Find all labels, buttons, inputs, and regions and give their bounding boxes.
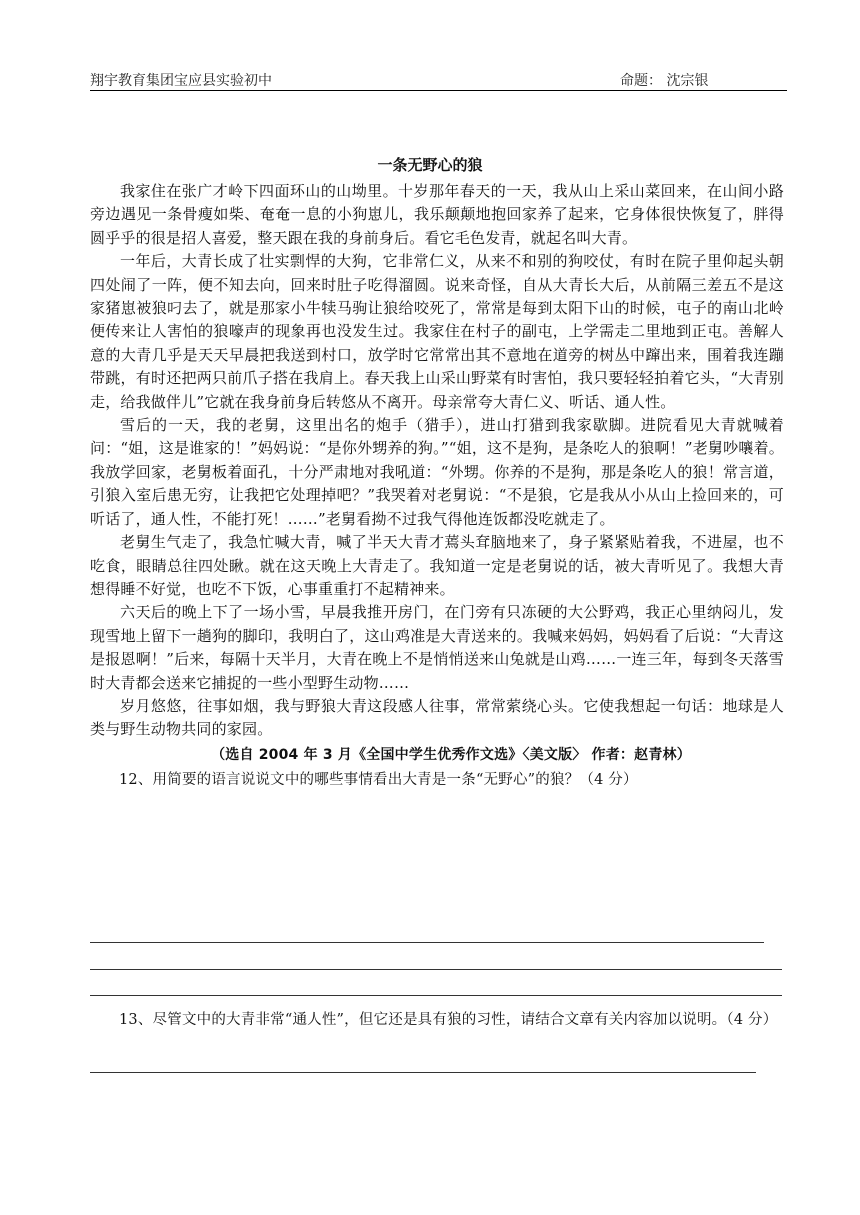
answer-line-13-1[interactable] <box>90 1072 756 1073</box>
header-rule <box>90 90 787 91</box>
answer-line-12-2[interactable] <box>90 969 782 970</box>
paragraph-4: 老舅生气走了，我急忙喊大青，喊了半天大青才蔫头耷脑地来了，身子紧紧贴着我，不进屋，也不吃食，眼睛总往四处瞅。就在这天晚上大青走了。我知道一定是老舅说的话，被大青听见了。我想大青想得睡不好觉，也吃不下饭，心事重重打不起精神来。 <box>90 533 784 598</box>
author-credit: 命题： 沈宗银 <box>620 73 709 89</box>
article-source: （选自 2004 年 3 月《全国中学生优秀作文选》〈美文版〉 作者：赵青林） <box>211 746 691 763</box>
paragraph-6: 岁月悠悠，往事如烟，我与野狼大青这段感人往事，常常萦绕心头。它使我想起一句话：地球是人类与野生动物共同的家园。 <box>90 696 784 739</box>
paragraph-2: 一年后，大青长成了壮实剽悍的大狗，它非常仁义，从来不和别的狗咬仗，有时在院子里仰起头朝四处闹了一阵，便不知去向，回来时肚子吃得溜圆。说来奇怪，自从大青长大后，从前隔三差五不是这家猪崽被狼叼去了，就是那家小牛犊马驹让狼给咬死了，常常是每到太阳下山的时候，屯子的南山北岭便传来让人害怕的狼嚎声的现象再也没发生过。我家住在村子的副屯，上学需走二里地到正屯。善解人意的大青几乎是天天早晨把我送到村口，放学时它常常出其不意地在道旁的树丛中蹿出来，围着我连蹦带跳，有时还把两只前爪子搭在我肩上。春天我上山采山野菜有时害怕，我只要轻轻拍着它头，“大青别走，给我做伴儿”它就在我身前身后转悠从不离开。母亲常夸大青仁义、听话、通人性。 <box>90 252 784 411</box>
paragraph-1: 我家住在张广才岭下四面环山的山坳里。十岁那年春天的一天，我从山上采山菜回来，在山间小路旁边遇见一条骨瘦如柴、奄奄一息的小狗崽儿，我乐颠颠地抱回家养了起来，它身体很快恢复了，胖得圆乎乎的很是招人喜爱，整天跟在我的身前身后。看它毛色发青，就起名叫大青。 <box>90 182 784 247</box>
paragraph-5: 六天后的晚上下了一场小雪，早晨我推开房门，在门旁有只冻硬的大公野鸡，我正心里纳闷儿，发现雪地上留下一趟狗的脚印，我明白了，这山鸡准是大青送来的。我喊来妈妈，妈妈看了后说：“大青这是报恩啊！”后来，每隔十天半月，大青在晚上不是悄悄送来山兔就是山鸡……一连三年，每到冬天落雪时大青都会送来它捕捉的一些小型野生动物…… <box>90 603 784 692</box>
article-body <box>90 180 784 792</box>
school-name: 翔宇教育集团宝应县实验初中 <box>90 73 272 89</box>
answer-line-12-1[interactable] <box>90 942 764 943</box>
question-13: 13、尽管文中的大青非常“通人性”，但它还是具有狼的习性，请结合文章有关内容加以说明。（4 分） <box>119 1012 778 1028</box>
question-block-13 <box>90 1008 784 1032</box>
page-header <box>90 70 787 92</box>
answer-line-12-3[interactable] <box>90 995 782 996</box>
question-12: 12、用简要的语言说说文中的哪些事情看出大青是一条“无野心”的狼？（4 分） <box>119 771 638 788</box>
paragraph-3: 雪后的一天，我的老舅，这里出名的炮手（猎手），进山打猎到我家歇脚。进院看见大青就喊着问：“姐，这是谁家的！”妈妈说：“是你外甥养的狗。”“姐，这不是狗，是条吃人的狼啊！”老舅吵嚷着。我放学回家，老舅板着面孔，十分严肃地对我吼道：“外甥。你养的不是狗，那是条吃人的狼！常言道，引狼入室后患无穷，让我把它处理掉吧？”我哭着对老舅说：“不是狼，它是我从小从山上捡回来的，可听话了，通人性，不能打死！……”老舅看拗不过我气得他连饭都没吃就走了。 <box>90 416 784 528</box>
article-title: 一条无野心的狼 <box>377 156 483 174</box>
